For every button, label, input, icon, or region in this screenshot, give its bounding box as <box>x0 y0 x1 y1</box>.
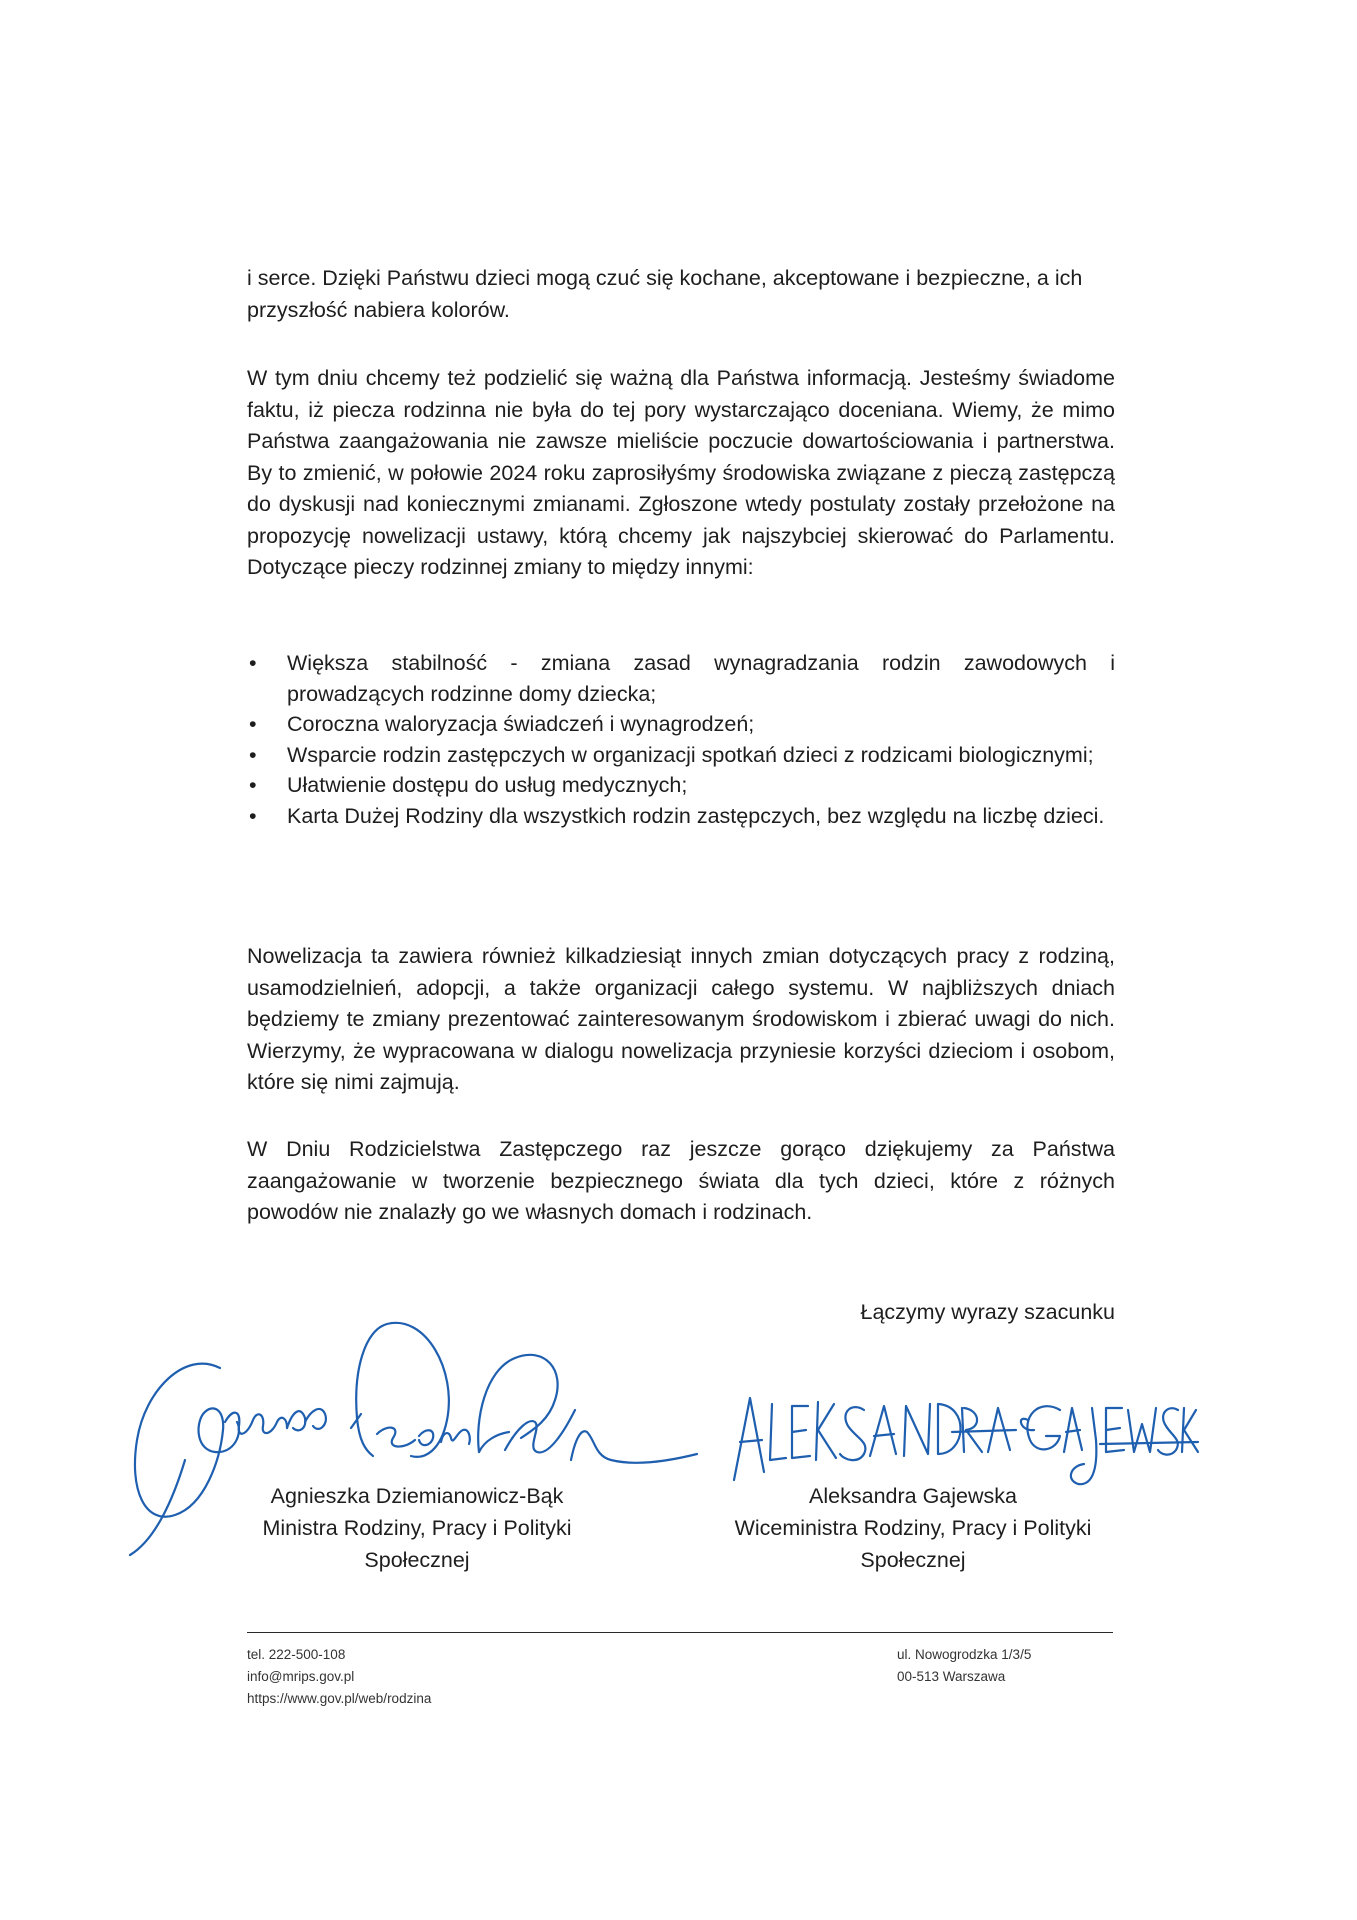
signer-title-continued: Społecznej <box>860 1548 966 1572</box>
footer-address <box>897 1644 1031 1688</box>
footer-contact <box>247 1644 431 1710</box>
signer-name: Aleksandra Gajewska <box>809 1484 1017 1508</box>
footer-phone: tel. 222-500-108 <box>247 1647 346 1662</box>
bullet-icon: • <box>249 742 257 767</box>
signer-block-right <box>713 1480 1113 1576</box>
list-item-text: Większa stabilność - zmiana zasad wynagradzania rodzin zawodowych i prowadzących rodzinne domy dziecka; <box>287 651 1115 706</box>
signature-right <box>720 1380 1200 1490</box>
signer-title: Ministra Rodziny, Pracy i Polityki <box>262 1516 572 1540</box>
signer-block-left <box>217 1480 617 1576</box>
list-item <box>247 648 1115 709</box>
list-item-text: Wsparcie rodzin zastępczych w organizacji spotkań dzieci z rodzicami biologicznymi; <box>287 742 1094 767</box>
footer-street: ul. Nowogrodzka 1/3/5 <box>897 1647 1032 1662</box>
footer-divider <box>247 1632 1113 1633</box>
footer-city: 00-513 Warszawa <box>897 1669 1006 1684</box>
footer-website: https://www.gov.pl/web/rodzina <box>247 1691 432 1706</box>
letter-paragraph-3: Nowelizacja ta zawiera również kilkadziesiąt innych zmian dotyczących pracy z rodziną, usamodzielnień, adopcji, a także organizacji całego systemu. W najbliższych dniach będziemy te zmiany prezentować zainteresowanym środowiskom i zbierać uwagi do nich. Wierzymy, że wypracowana w dialogu nowelizacja przyniesie korzyści dzieciom i osobom, które się nimi zajmują. <box>247 944 1115 1094</box>
signer-title: Wiceministra Rodziny, Pracy i Polityki <box>734 1516 1092 1540</box>
list-item <box>247 801 1115 832</box>
letter-paragraph-4: W Dniu Rodzicielstwa Zastępczego raz jeszcze gorąco dziękujemy za Państwa zaangażowanie w tworzenie bezpiecznego świata dla tych dzieci, które z różnych powodów nie znalazły go we własnych domach i rodzinach. <box>247 1137 1115 1224</box>
list-item <box>247 770 1115 801</box>
bullet-icon: • <box>249 651 257 675</box>
signer-title-continued: Społecznej <box>364 1548 470 1572</box>
list-item-text: Karta Dużej Rodziny dla wszystkich rodzin zastępczych, bez względu na liczbę dzieci. <box>287 803 1105 828</box>
changes-list <box>247 648 1115 831</box>
bullet-icon: • <box>249 773 257 797</box>
list-item-text: Ułatwienie dostępu do usług medycznych; <box>287 773 688 797</box>
footer-email: info@mrips.gov.pl <box>247 1669 355 1684</box>
list-item <box>247 709 1115 740</box>
letter-paragraph-1: i serce. Dzięki Państwu dzieci mogą czuć się kochane, akceptowane i bezpieczne, a ich przyszłość nabiera kolorów. <box>247 266 1083 322</box>
closing-salutation: Łączymy wyrazy szacunku <box>860 1300 1115 1324</box>
bullet-icon: • <box>249 712 257 736</box>
list-item-text: Coroczna waloryzacja świadczeń i wynagrodzeń; <box>287 712 755 736</box>
bullet-icon: • <box>249 803 257 828</box>
letter-paragraph-2: W tym dniu chcemy też podzielić się ważną dla Państwa informacją. Jesteśmy świadome faktu, iż piecza rodzinna nie była do tej pory wystarczająco doceniana. Wiemy, że mimo Państwa zaangażowania nie zawsze mieliście poczucie dowartościowania i partnerstwa. By to zmienić, w połowie 2024 roku zaprosiłyśmy środowiska związane z pieczą zastępczą do dyskusji nad koniecznymi zmianami. Zgłoszone wtedy postulaty zostały przełożone na propozycję nowelizacji ustawy, którą chcemy jak najszybciej skierować do Parlamentu. Dotyczące pieczy rodzinnej zmiany to między innymi: <box>247 366 1115 579</box>
list-item <box>247 740 1115 771</box>
signer-name: Agnieszka Dziemianowicz-Bąk <box>270 1484 564 1508</box>
